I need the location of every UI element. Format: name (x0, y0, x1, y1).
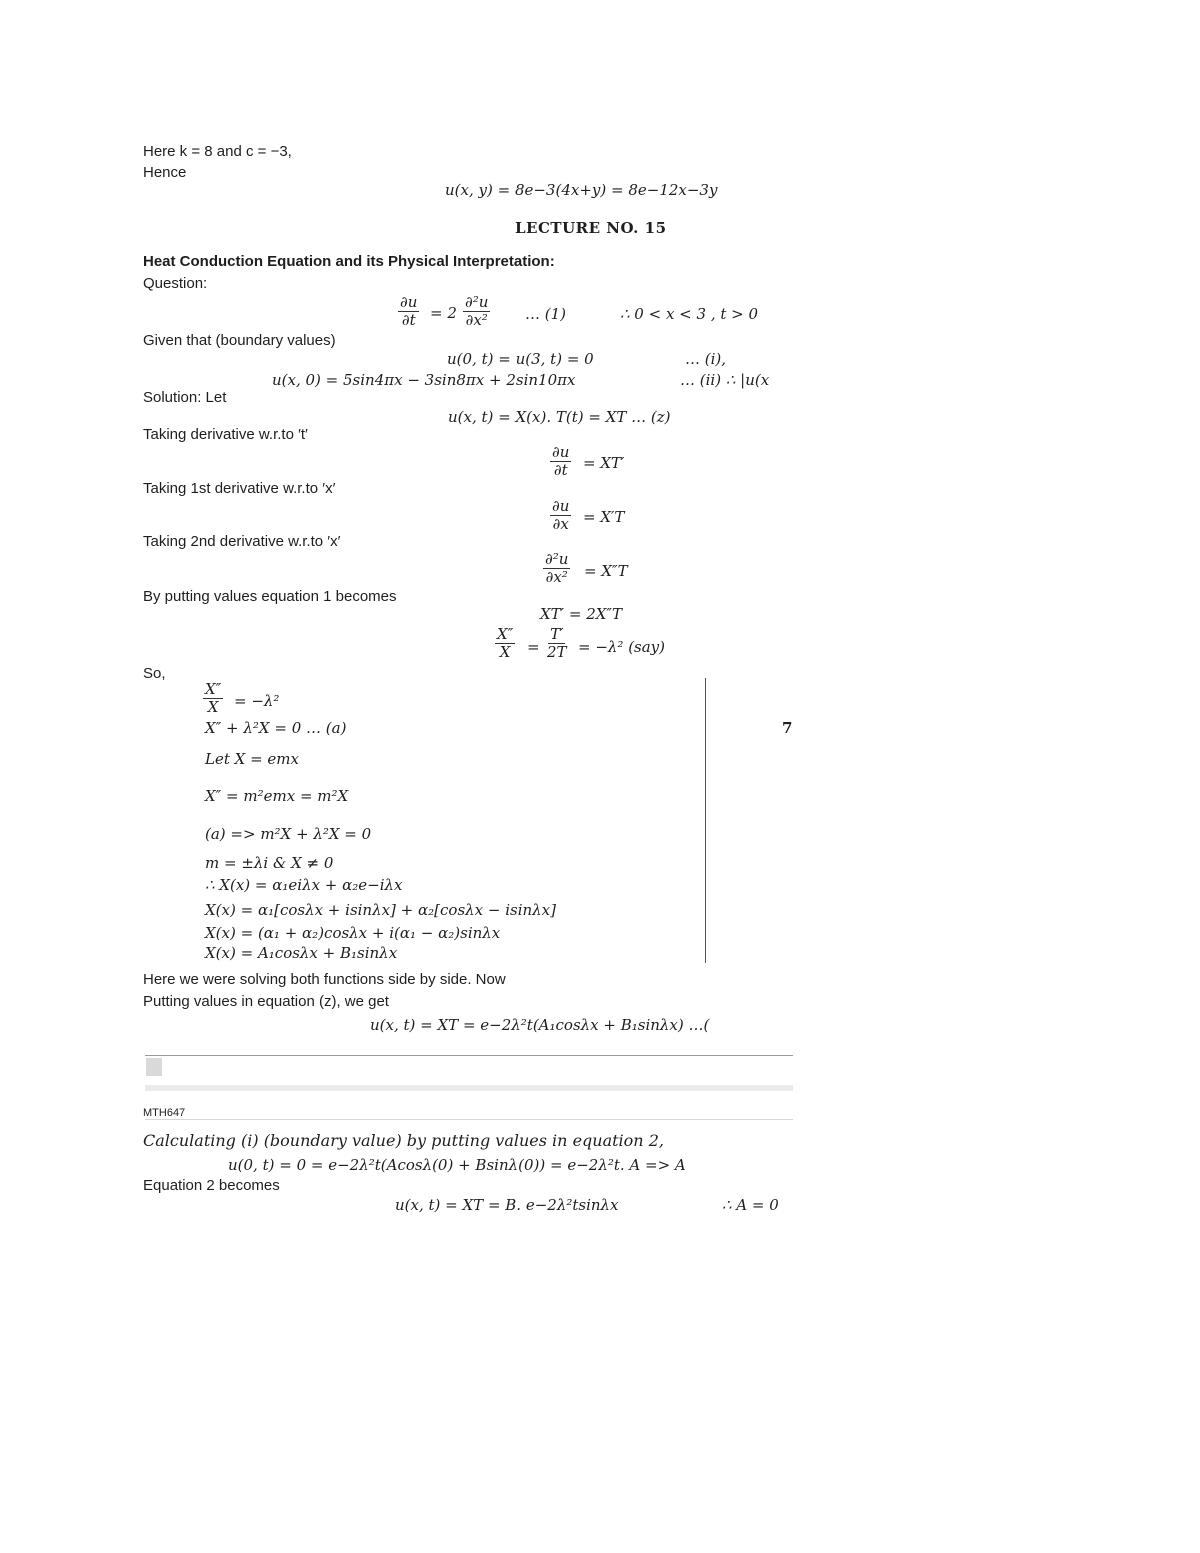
dx-fraction (550, 498, 571, 533)
dx-num: ∂u (552, 497, 570, 515)
page-break-square (146, 1058, 162, 1076)
solution-label: Solution: Let (143, 389, 227, 406)
boundary-value-2-tag: … (ii) ∴ |u(x (680, 371, 770, 389)
roots: m = ±λi & X ≠ 0 (205, 854, 334, 872)
boundary-value-1: u(0, t) = u(3, t) = 0 (447, 350, 594, 368)
equation-2: u(x, t) = XT = B. e−2λ²tsinλx (395, 1196, 619, 1214)
calc-label: Calculating (i) (boundary value) by putting values in equation 2, (143, 1131, 664, 1150)
both-sides-text: Here we were solving both functions side by side. Now (143, 971, 506, 988)
dx2-fraction (543, 551, 570, 586)
dx2-num: ∂²u (545, 550, 569, 568)
solution-equation: u(x, t) = X(x). T(t) = XT … (z) (448, 408, 671, 426)
course-code: MTH647 (143, 1107, 186, 1119)
putting-z-text: Putting values in equation (z), we get (143, 993, 389, 1010)
general-solution: ∴ X(x) = α₁eiλx + α₂e−iλx (205, 876, 403, 894)
dx2-den: ∂x² (545, 568, 568, 586)
so-label: So, (143, 665, 166, 682)
sep-num-2: T′ (550, 625, 564, 643)
dx-den: ∂x (552, 515, 569, 533)
eq1-rhs-num: ∂²u (465, 293, 489, 311)
derivative-x1-label (143, 480, 335, 498)
ode-a: X″ + λ²X = 0 … (a) (205, 719, 347, 737)
x-double-prime: X″ = m²emx = m²X (205, 787, 349, 805)
eq1-lhs-fraction (398, 294, 419, 329)
putting-values-label: By putting values equation 1 becomes (143, 588, 397, 605)
equation-u-xy: u(x, y) = 8e−3(4x+y) = 8e−12x−3y (445, 181, 718, 199)
u-final-equation: u(x, t) = XT = e−2λ²t(A₁cosλx + B₁sinλx) …( (370, 1016, 710, 1034)
section-heading: Heat Conduction Equation and its Physical Interpretation: (143, 253, 555, 270)
sep-den-1: X (499, 643, 511, 661)
separation-fraction-1 (495, 626, 515, 661)
equation-2-tag: ∴ A = 0 (722, 1196, 779, 1214)
final-x-solution: X(x) = A₁cosλx + B₁sinλx (205, 944, 398, 962)
eq1-rhs-fraction (463, 294, 490, 329)
lecture-title: LECTURE NO. 15 (515, 219, 667, 237)
let-x: Let X = emx (205, 750, 299, 768)
separation-rhs: = −λ² (say) (578, 638, 666, 656)
separation-fraction-2 (545, 626, 569, 661)
calc-equation: u(0, t) = 0 = e−2λ²t(Acosλ(0) + Bsinλ(0)) = e−2λ²t. A => A (228, 1156, 686, 1174)
header-rule (145, 1119, 793, 1120)
boundary-value-2: u(x, 0) = 5sin4πx − 3sin8πx + 2sin10πx (272, 371, 576, 389)
so-rhs: = −λ² (234, 692, 280, 710)
sep-den-2: 2T (547, 643, 567, 661)
char-eq: (a) => m²X + λ²X = 0 (205, 825, 372, 843)
grouped-solution: X(x) = (α₁ + α₂)cosλx + i(α₁ − α₂)sinλx (205, 924, 501, 942)
intro-line: Here k = 8 and c = −3, (143, 143, 292, 160)
eq1-equals: = 2 (430, 304, 457, 322)
hence-label: Hence (143, 164, 187, 181)
given-label: Given that (boundary values) (143, 332, 336, 349)
derivative-x2-label: Taking 2nd derivative w.r.to ′x′ (143, 533, 341, 550)
question-label: Question: (143, 275, 208, 292)
sep-num-1: X″ (497, 625, 514, 643)
dt-rhs: = XT′ (583, 454, 625, 472)
dt-num: ∂u (552, 443, 570, 461)
vertical-divider (705, 678, 706, 963)
so-fraction (203, 681, 223, 716)
page-break-band (145, 1085, 793, 1091)
eq1-lhs-num: ∂u (400, 293, 418, 311)
separation-equals: = (527, 638, 540, 656)
boundary-value-1-tag: … (i), (685, 350, 727, 368)
eq1-domain: ∴ 0 < x < 3 , t > 0 (620, 305, 759, 323)
derivative-t-label: Taking derivative w.r.to ′t′ (143, 426, 308, 443)
eq1-tag: … (1) (525, 305, 567, 323)
page-number: 7 (782, 719, 793, 737)
so-num: X″ (205, 680, 222, 698)
xt-equation: XT′ = 2X″T (540, 605, 623, 623)
eq1-lhs-den: ∂t (401, 311, 416, 329)
dt-den: ∂t (553, 461, 568, 479)
eq1-rhs-den: ∂x² (465, 311, 488, 329)
dx-rhs: = X′T (583, 508, 625, 526)
derivative-x1-text: Taking 1st derivative w.r.to ′x′ (143, 480, 336, 497)
dx2-rhs: = X″T (584, 562, 628, 580)
euler-expansion: X(x) = α₁[cosλx + isinλx] + α₂[cosλx − isinλx] (205, 901, 556, 919)
page-break-rule (145, 1055, 793, 1056)
dt-fraction (550, 444, 571, 479)
equation-2-label: Equation 2 becomes (143, 1177, 280, 1194)
so-den: X (207, 698, 219, 716)
